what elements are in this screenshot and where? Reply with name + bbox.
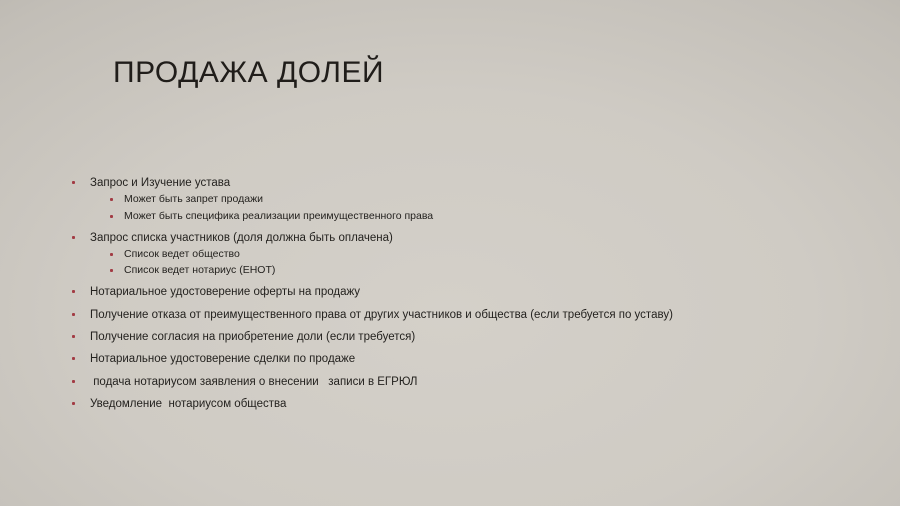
bullet-icon	[72, 402, 75, 405]
bullet-icon	[72, 290, 75, 293]
list-item	[72, 375, 870, 389]
bullet-icon	[72, 380, 75, 383]
list-item-text: Нотариальное удостоверение сделки по продаже	[90, 353, 356, 366]
list-item	[72, 176, 870, 190]
bullet-icon	[110, 253, 113, 256]
list-item	[72, 285, 870, 299]
bullet-icon	[72, 236, 75, 239]
list-item	[110, 193, 870, 206]
bullet-icon	[110, 215, 113, 218]
bullet-icon	[110, 198, 113, 201]
list-item-text: Запрос и Изучение устава	[90, 177, 231, 189]
bullet-icon	[72, 357, 75, 360]
list-item	[72, 330, 870, 344]
bullet-icon	[72, 313, 75, 316]
bullet-icon	[110, 269, 113, 272]
list-item-text: Список ведет нотариус (ЕНОТ)	[124, 264, 276, 277]
list-item-text: Получение отказа от преимущественного права от других участников и общества (если требуется по уставу)	[90, 308, 673, 321]
list-item	[72, 397, 870, 411]
list-item-text: Запрос списка участников (доля должна быть оплачена)	[90, 231, 393, 244]
list-item	[72, 308, 870, 322]
list-item-text: Получение согласия на приобретение доли (если требуется)	[90, 331, 416, 343]
list-item	[72, 352, 870, 366]
bullet-list	[72, 176, 870, 412]
list-item	[110, 264, 870, 277]
list-item-text: Список ведет общество	[124, 248, 240, 260]
list-item-text: Может быть запрет продажи	[124, 193, 263, 206]
list-item-text: Уведомление нотариусом общества	[90, 398, 287, 411]
list-item-text: подача нотариусом заявления о внесении записи в ЕГРЮЛ	[90, 375, 418, 388]
bullet-icon	[72, 335, 75, 338]
list-item-text: Нотариальное удостоверение оферты на продажу	[90, 286, 361, 299]
list-item-text: Может быть специфика реализации преимущественного права	[124, 209, 434, 222]
list-item	[110, 248, 870, 261]
slide-title: ПРОДАЖА ДОЛЕЙ	[113, 56, 385, 89]
list-item	[110, 210, 870, 223]
list-item	[72, 231, 870, 245]
bullet-icon	[72, 181, 75, 184]
